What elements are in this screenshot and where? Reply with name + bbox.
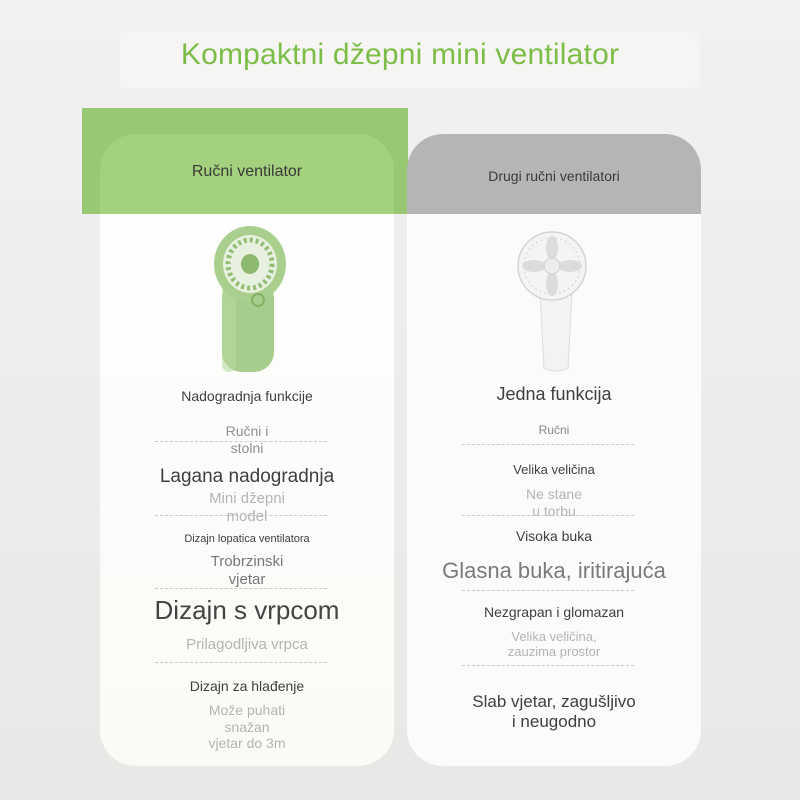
right-header-label: Drugi ručni ventilatori [488, 168, 620, 184]
divider [155, 441, 327, 442]
left-row-5-detail: Može puhati snažan vjetar do 3m [208, 702, 286, 752]
right-row-1-detail: Ručni [538, 423, 570, 437]
left-header-label: Ručni ventilator [191, 163, 303, 180]
left-row-4-heading: Dizajn s vrpcom [154, 595, 340, 625]
left-row-2-detail: Mini džepni model [209, 490, 285, 525]
left-row-5-heading: Dizajn za hlađenje [189, 678, 305, 694]
divider [155, 515, 327, 516]
right-row-3-heading: Visoka buka [515, 528, 592, 544]
left-row-3-detail: Trobrzinski vjetar [210, 553, 284, 588]
white-fan-image [516, 228, 596, 374]
left-row-1-detail: Ručni i stolni [225, 423, 269, 456]
right-row-4-detail: Velika veličina, zauzima prostor [507, 629, 601, 660]
right-row-2-heading: Velika veličina [513, 462, 595, 477]
right-row-3-detail: Glasna buka, iritirajuća [442, 558, 666, 583]
divider [462, 515, 634, 516]
divider [155, 588, 327, 589]
left-row-1-heading: Nadogradnja funkcije [181, 388, 313, 404]
green-fan-image [210, 222, 290, 374]
page-title: Kompaktni džepni mini ventilator [180, 38, 620, 71]
right-row-2-detail: Ne stane u torbu [525, 486, 583, 519]
left-row-3-heading: Dizajn lopatica ventilatora [184, 533, 310, 545]
left-row-4-detail: Prilagodljiva vrpca [186, 636, 308, 653]
right-row-5-heading: Slab vjetar, zagušljivo i neugodno [472, 692, 636, 732]
divider [462, 665, 634, 666]
right-row-1-heading: Jedna funkcija [496, 384, 612, 404]
divider [155, 662, 327, 663]
right-row-4-heading: Nezgrapan i glomazan [483, 604, 625, 620]
divider [462, 444, 634, 445]
divider [462, 590, 634, 591]
left-row-2-heading: Lagana nadogradnja [159, 466, 335, 487]
